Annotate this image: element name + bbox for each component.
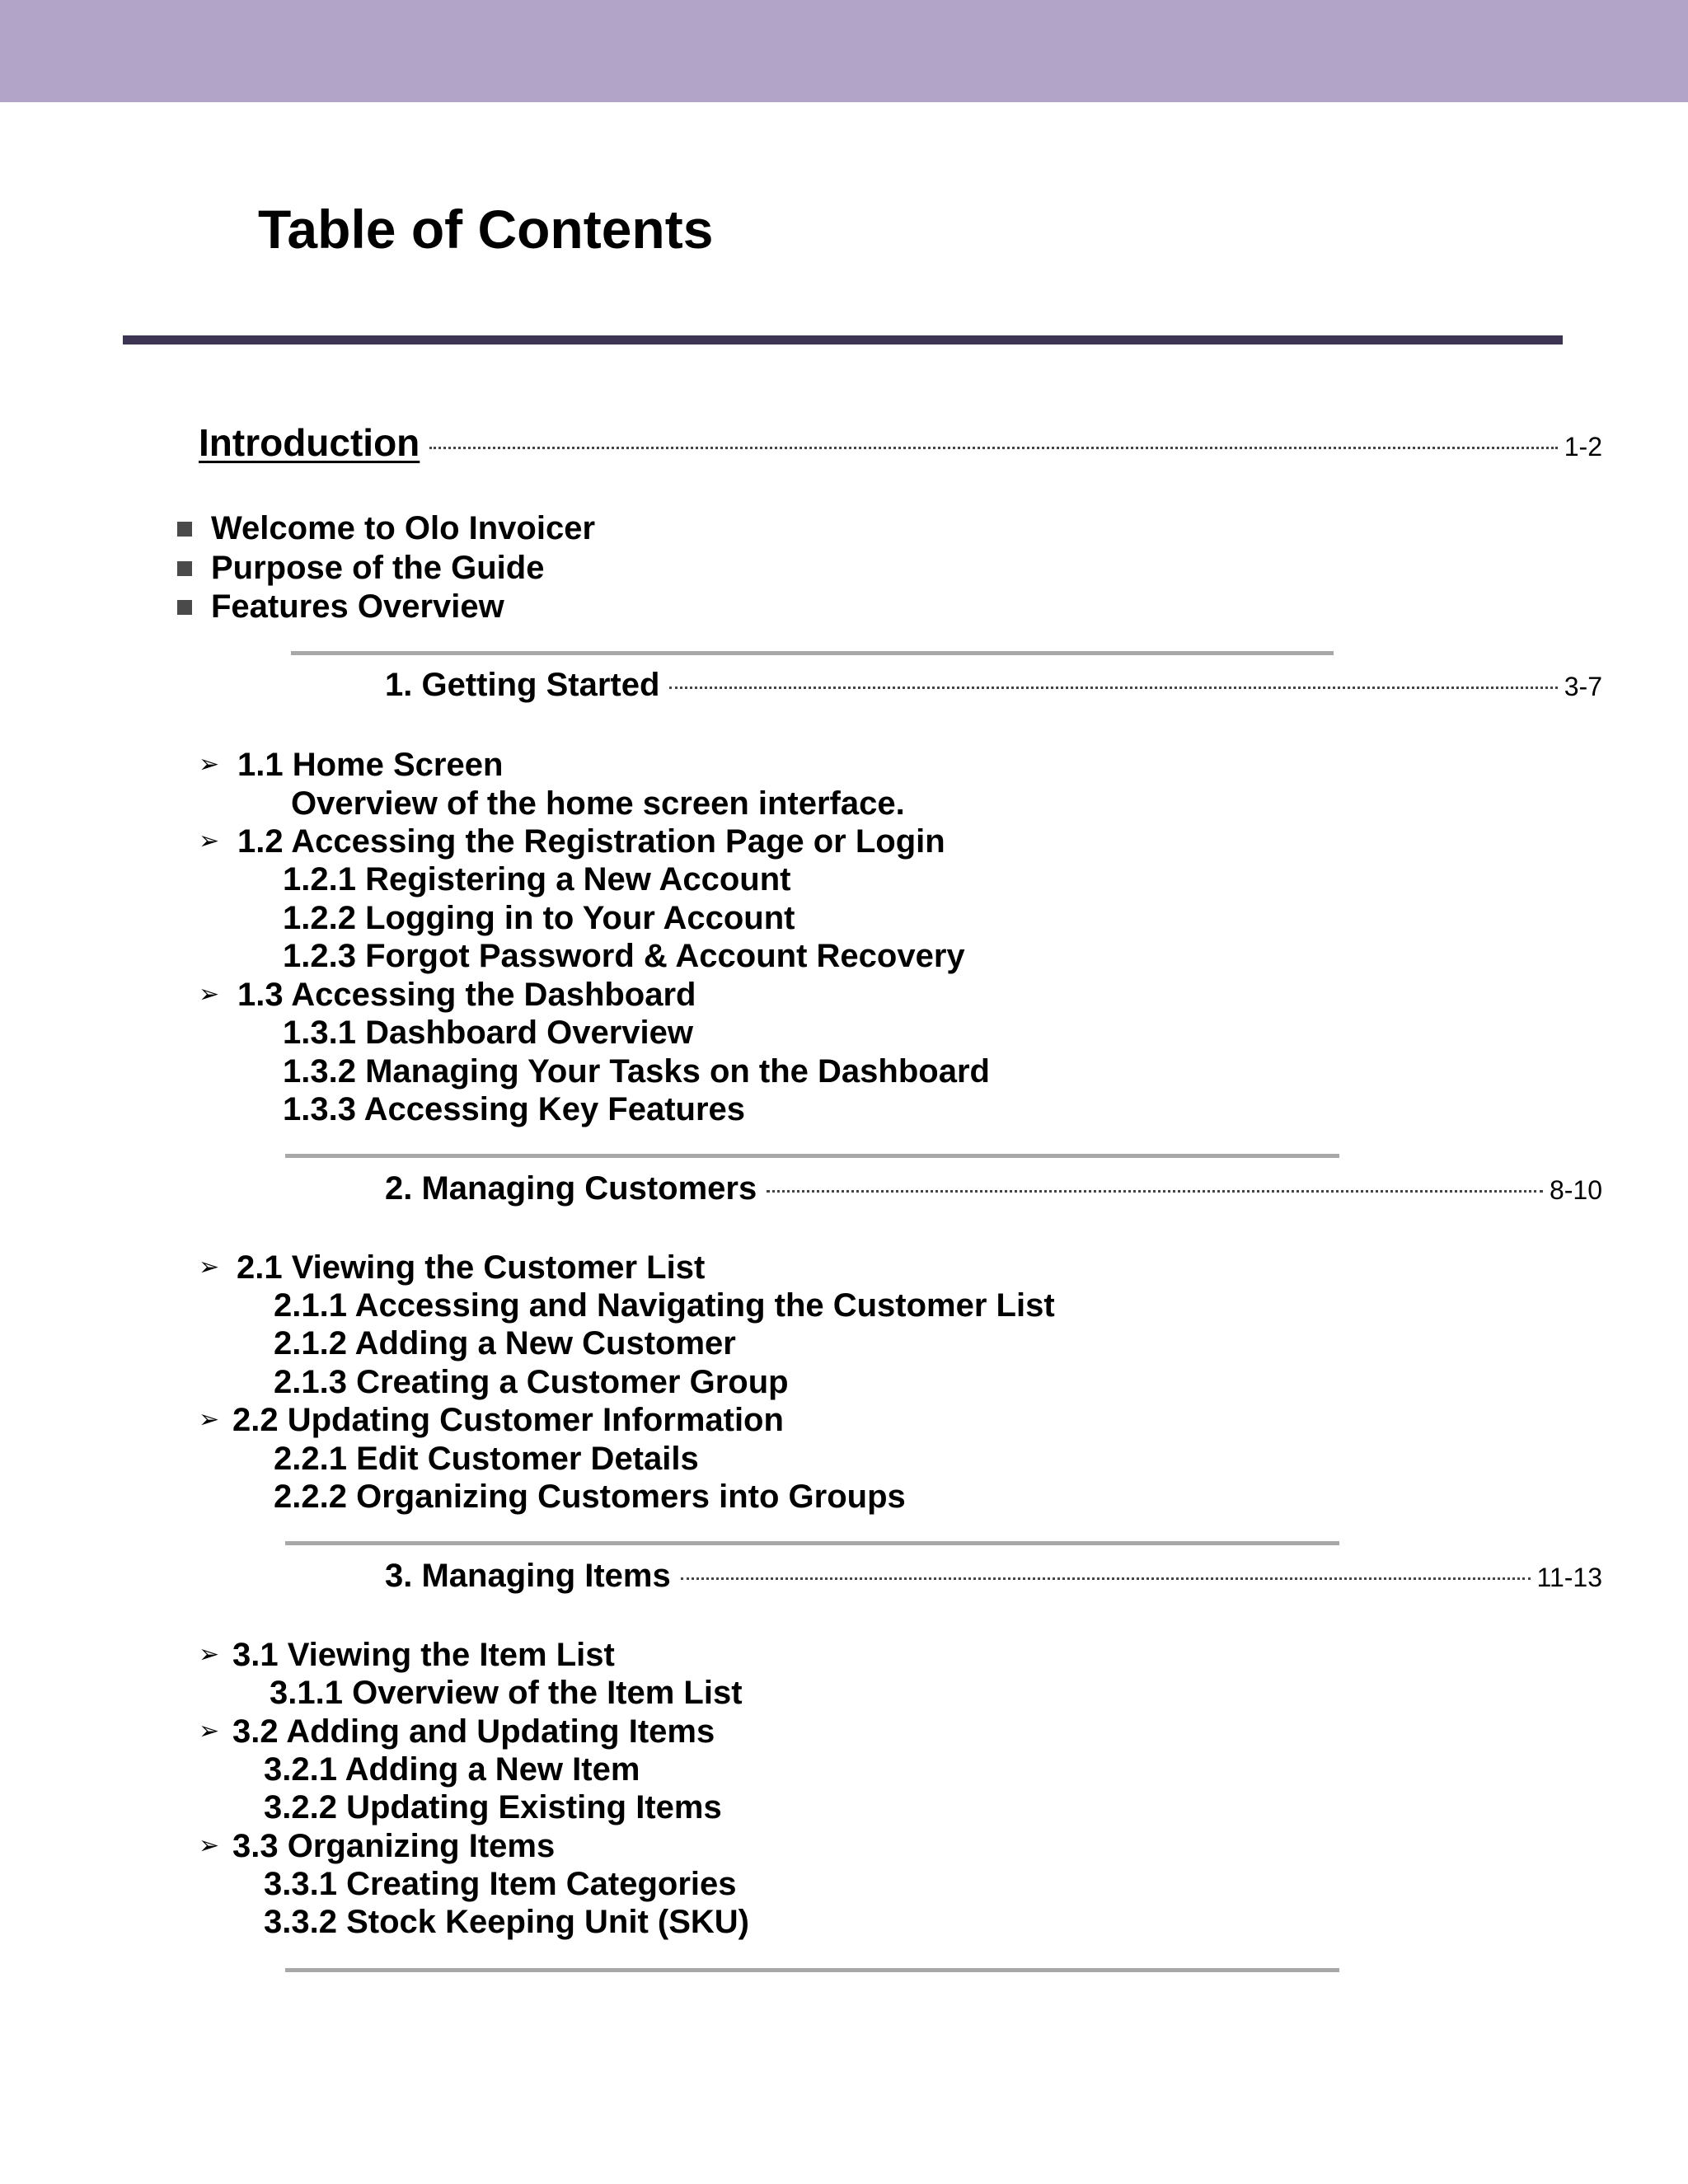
- arrow-bullet-icon: ➢: [199, 827, 220, 855]
- toc-section-1-label[interactable]: 1. Getting Started: [385, 667, 660, 703]
- entry-1-2-3[interactable]: 1.2.3 Forgot Password & Account Recovery: [283, 938, 965, 974]
- entry-1-1[interactable]: 1.1 Home Screen: [237, 747, 504, 783]
- entry-1-2-2[interactable]: 1.2.2 Logging in to Your Account: [283, 900, 795, 936]
- arrow-bullet-icon: ➢: [199, 980, 220, 1009]
- section-separator: [285, 1154, 1339, 1158]
- arrow-bullet-icon: ➢: [199, 1831, 220, 1860]
- entry-2-1-1[interactable]: 2.1.1 Accessing and Navigating the Customer List: [274, 1287, 1055, 1324]
- entry-2-1-2[interactable]: 2.1.2 Adding a New Customer: [274, 1325, 736, 1361]
- entry-3-3-1[interactable]: 3.3.1 Creating Item Categories: [264, 1866, 737, 1902]
- entry-2-1[interactable]: 2.1 Viewing the Customer List: [237, 1249, 706, 1286]
- entry-1-1-desc: Overview of the home screen interface.: [291, 785, 905, 822]
- entry-3-1-1[interactable]: 3.1.1 Overview of the Item List: [270, 1675, 743, 1711]
- toc-section-2-pages: 8-10: [1549, 1175, 1602, 1205]
- toc-section-2-label[interactable]: 2. Managing Customers: [385, 1170, 757, 1207]
- intro-item-purpose[interactable]: Purpose of the Guide: [211, 550, 545, 586]
- header-band: [0, 0, 1688, 102]
- entry-1-2-1[interactable]: 1.2.1 Registering a New Account: [283, 861, 791, 898]
- section-separator: [291, 651, 1334, 655]
- square-bullet-icon: [177, 600, 192, 615]
- toc-section-1[interactable]: [385, 664, 1602, 705]
- title-divider: [123, 335, 1563, 344]
- entry-1-2[interactable]: 1.2 Accessing the Registration Page or Login: [237, 823, 945, 860]
- entry-2-2-1[interactable]: 2.2.1 Edit Customer Details: [274, 1441, 699, 1477]
- toc-section-1-pages: 3-7: [1564, 672, 1602, 701]
- entry-3-3-2[interactable]: 3.3.2 Stock Keeping Unit (SKU): [264, 1904, 749, 1940]
- toc-section-3-label[interactable]: 3. Managing Items: [385, 1558, 671, 1594]
- arrow-bullet-icon: ➢: [199, 1405, 220, 1434]
- toc-section-2[interactable]: [385, 1168, 1602, 1209]
- toc-introduction-label[interactable]: Introduction: [199, 421, 420, 464]
- entry-1-3-3[interactable]: 1.3.3 Accessing Key Features: [283, 1091, 746, 1127]
- square-bullet-icon: [177, 561, 192, 576]
- entry-3-2-2[interactable]: 3.2.2 Updating Existing Items: [264, 1789, 722, 1825]
- section-separator: [285, 1541, 1339, 1545]
- dot-leader: [669, 687, 1557, 689]
- intro-item-features[interactable]: Features Overview: [211, 588, 504, 625]
- entry-1-3-1[interactable]: 1.3.1 Dashboard Overview: [283, 1015, 694, 1051]
- toc-introduction-pages: 1-2: [1564, 432, 1602, 462]
- dot-leader: [681, 1577, 1531, 1580]
- arrow-bullet-icon: ➢: [199, 1253, 220, 1282]
- square-bullet-icon: [177, 522, 192, 537]
- page-title: Table of Contents: [258, 199, 714, 260]
- toc-section-3-pages: 11-13: [1536, 1563, 1602, 1592]
- entry-2-1-3[interactable]: 2.1.3 Creating a Customer Group: [274, 1364, 789, 1400]
- entry-1-3-2[interactable]: 1.3.2 Managing Your Tasks on the Dashboard: [283, 1053, 990, 1090]
- entry-3-2-1[interactable]: 3.2.1 Adding a New Item: [264, 1751, 640, 1788]
- dot-leader: [429, 447, 1557, 449]
- arrow-bullet-icon: ➢: [199, 750, 220, 779]
- entry-3-2[interactable]: 3.2 Adding and Updating Items: [232, 1713, 715, 1750]
- dot-leader: [767, 1190, 1543, 1193]
- entry-2-2-2[interactable]: 2.2.2 Organizing Customers into Groups: [274, 1479, 906, 1515]
- entry-1-3[interactable]: 1.3 Accessing the Dashboard: [237, 977, 696, 1013]
- intro-item-welcome[interactable]: Welcome to Olo Invoicer: [211, 510, 596, 546]
- entry-3-3[interactable]: 3.3 Organizing Items: [232, 1828, 556, 1864]
- entry-2-2[interactable]: 2.2 Updating Customer Information: [232, 1402, 784, 1438]
- toc-section-3[interactable]: [385, 1555, 1602, 1596]
- arrow-bullet-icon: ➢: [199, 1640, 220, 1669]
- toc-introduction[interactable]: [199, 422, 1602, 463]
- arrow-bullet-icon: ➢: [199, 1717, 220, 1746]
- section-separator: [285, 1968, 1339, 1972]
- entry-3-1[interactable]: 3.1 Viewing the Item List: [232, 1637, 615, 1673]
